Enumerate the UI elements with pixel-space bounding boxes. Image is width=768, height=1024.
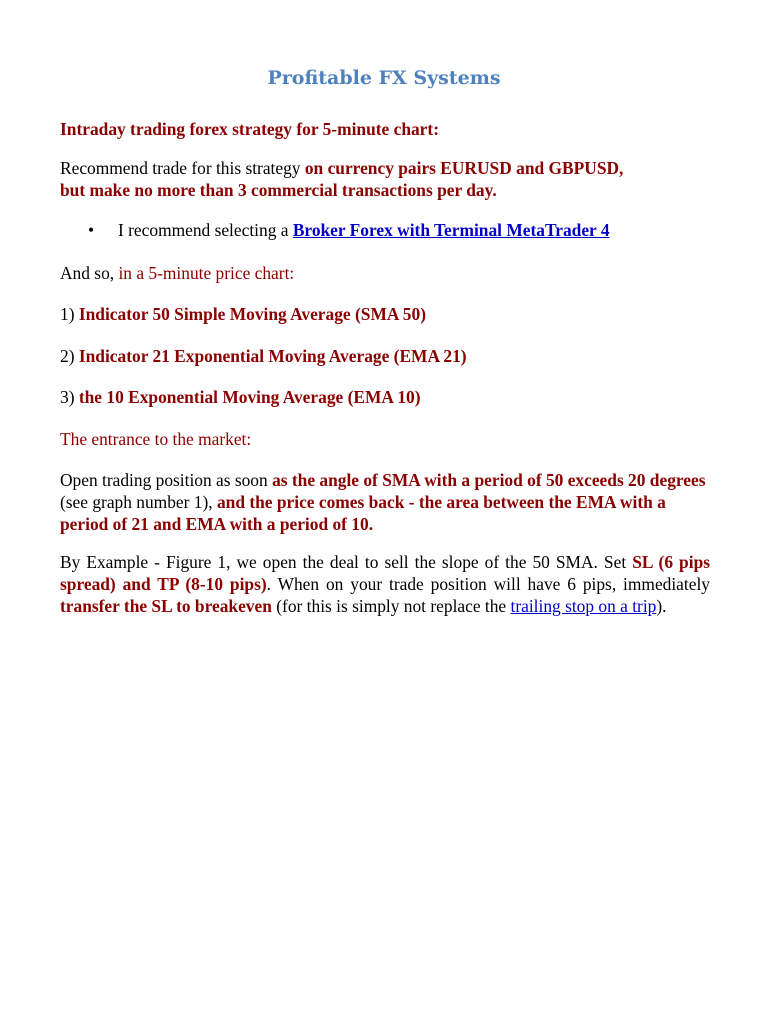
section-heading: Intraday trading forex strategy for 5-minute chart:	[60, 119, 439, 139]
indicator-item-2	[60, 345, 710, 367]
recommend-prefix: Recommend trade for this strategy	[60, 158, 305, 178]
open-graph-note: (see graph number 1),	[60, 492, 217, 512]
example-paren: (for this is simply not replace the	[271, 596, 511, 616]
entrance-heading: The entrance to the market:	[60, 429, 252, 449]
item-2-number: 2)	[60, 346, 79, 366]
item-2-text: Indicator 21 Exponential Moving Average (EMA 21)	[78, 346, 467, 366]
indicator-item-3	[60, 386, 710, 408]
recommend-limit: but make no more than 3 commercial transactions per day.	[60, 180, 497, 200]
example-prefix: By Example - Figure 1, we open the deal to sell the slope of the 50 SMA. Set	[60, 552, 633, 572]
broker-bullet	[118, 219, 718, 241]
andso-red-text: in a 5-minute price chart:	[118, 263, 295, 283]
recommend-pairs: on currency pairs EURUSD and GBPUSD,	[304, 158, 624, 178]
example-mid: . When on your trade position will have 6 pips, immediately	[266, 574, 710, 594]
example-paragraph	[60, 551, 710, 617]
item-3-text: the 10 Exponential Moving Average (EMA 10)	[78, 387, 421, 407]
trailing-stop-link[interactable]: trailing stop on a trip	[510, 596, 657, 616]
andso-prefix: And so,	[60, 263, 119, 283]
example-breakeven: transfer the SL to breakeven	[60, 596, 272, 616]
open-price-condition: and the price comes back - the area between the EMA with a period of 21 and EMA with a period of 10.	[60, 492, 666, 534]
indicator-item-1	[60, 303, 710, 325]
broker-link[interactable]: Broker Forex with Terminal MetaTrader 4	[292, 220, 610, 240]
example-sl-tp: SL (6 pips spread) and TP (8-10 pips)	[60, 552, 711, 594]
item-1-text: Indicator 50 Simple Moving Average (SMA 50)	[78, 304, 426, 324]
page-title: Profitable FX Systems	[267, 67, 501, 89]
andso-paragraph	[60, 262, 710, 284]
open-prefix: Open trading position as soon	[60, 470, 273, 490]
item-3-number: 3)	[60, 387, 79, 407]
bullet-point-icon: •	[88, 220, 95, 240]
open-position-paragraph	[60, 469, 710, 535]
open-angle-condition: as the angle of SMA with a period of 50 exceeds 20 degrees	[272, 470, 706, 490]
item-1-number: 1)	[60, 304, 79, 324]
bullet-text: I recommend selecting a	[118, 220, 293, 240]
recommend-paragraph	[60, 157, 710, 201]
example-end: ).	[656, 596, 667, 616]
